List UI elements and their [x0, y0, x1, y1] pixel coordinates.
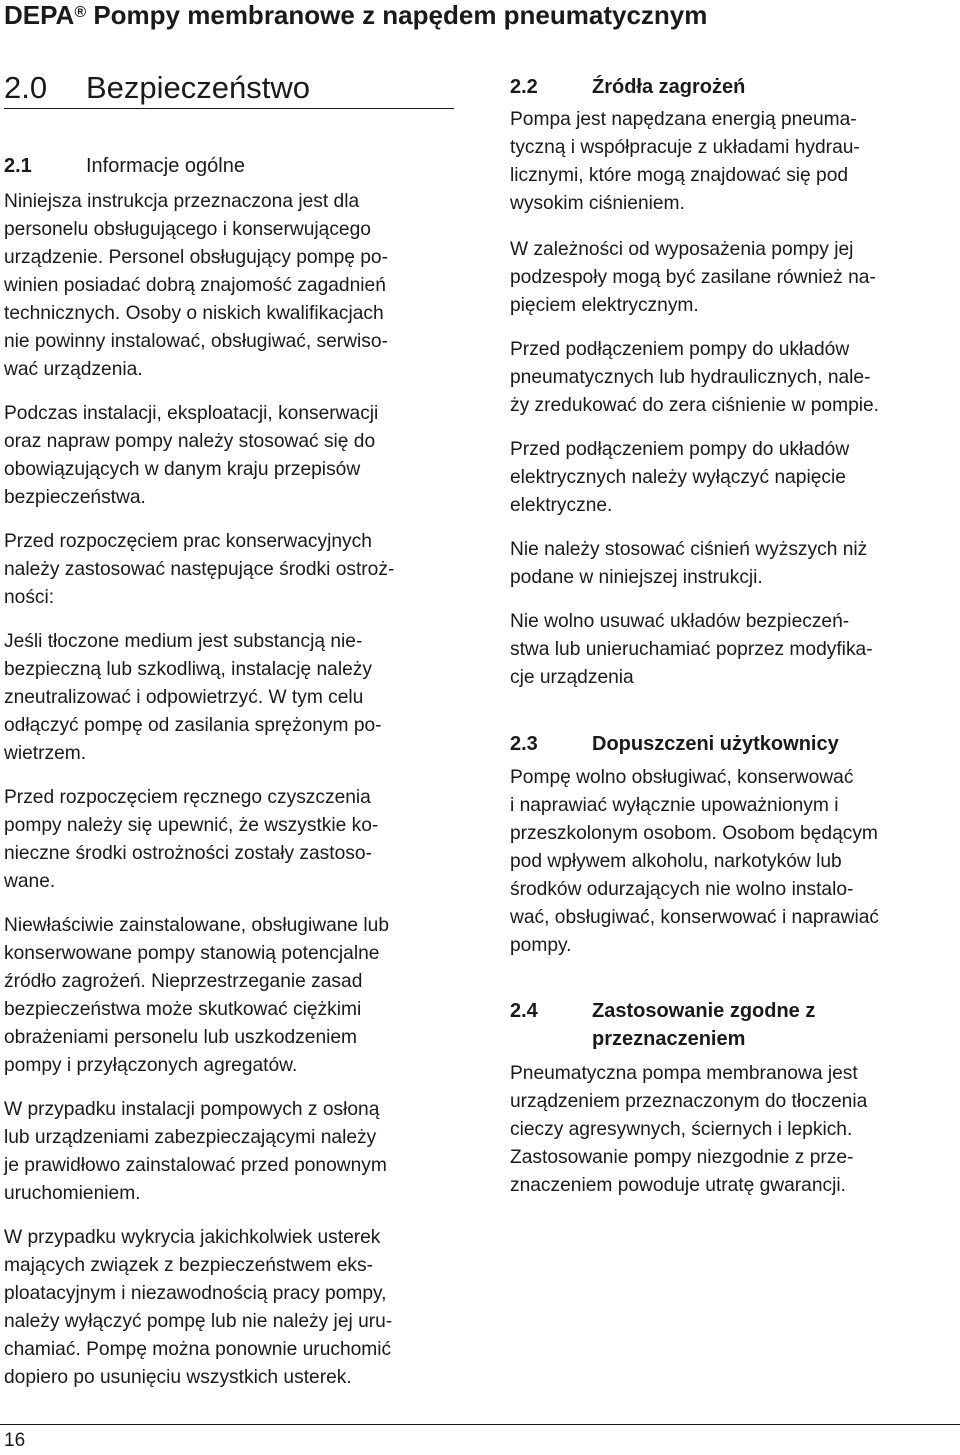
text-line: odłączyć pompę od zasilania sprężonym po-	[4, 715, 382, 736]
text-line: Pompę wolno obsługiwać, konserwować	[510, 767, 854, 788]
subsection-title: Dopuszczeni użytkownicy	[592, 733, 839, 755]
text-line: Niewłaściwie zainstalowane, obsługiwane lub	[4, 915, 390, 936]
text-line: je prawidłowo zainstalować przed ponownym	[4, 1155, 387, 1176]
subsection-heading-2-4	[510, 997, 815, 1053]
paragraph-2-3-1	[510, 764, 879, 960]
text-line: wać, obsługiwać, konserwować i naprawiać	[510, 907, 879, 928]
text-line: uruchomieniem.	[4, 1183, 141, 1204]
text-line: pneumatycznych lub hydraulicznych, nale-	[510, 367, 871, 388]
text-line: wane.	[4, 871, 56, 892]
text-line: Przed podłączeniem pompy do układów	[510, 339, 850, 360]
paragraph-2-2-3	[510, 336, 879, 420]
title-line: Zastosowanie zgodne z	[592, 1000, 816, 1022]
text-line: technicznych. Osoby o niskich kwalifikacjach	[4, 303, 384, 324]
text-line: mających związek z bezpieczeństwem eks-	[4, 1255, 373, 1276]
text-line: Przed rozpoczęciem prac konserwacyjnych	[4, 531, 372, 552]
text-line: środków odurzających nie wolno instalo-	[510, 879, 854, 900]
text-line: elektryczne.	[510, 495, 613, 516]
subsection-title: Informacje ogólne	[86, 155, 245, 177]
paragraph-2-2-1	[510, 106, 860, 218]
text-line: tyczną i współpracuje z układami hydrau-	[510, 137, 860, 158]
subsection-heading-2-1	[4, 152, 245, 180]
text-line: wać urządzenia.	[4, 359, 143, 380]
text-line: urządzeniem przeznaczonym do tłoczenia	[510, 1091, 868, 1112]
text-line: wietrzem.	[4, 743, 87, 764]
text-line: Przed rozpoczęciem ręcznego czyszczenia	[4, 787, 371, 808]
text-line: Przed podłączeniem pompy do układów	[510, 439, 850, 460]
text-line: cje urządzenia	[510, 667, 634, 688]
text-line: wysokim ciśnieniem.	[510, 193, 685, 214]
text-line: pompy.	[510, 935, 572, 956]
text-line: ży zredukować do zera ciśnienie w pompie.	[510, 395, 880, 416]
subsection-number: 2.2	[510, 76, 538, 98]
text-line: pompy i przyłączonych agregatów.	[4, 1055, 298, 1076]
text-line: oraz napraw pompy należy stosować się do	[4, 431, 376, 452]
subsection-heading-2-2	[510, 73, 745, 101]
text-line: należy wyłączyć pompę lub nie należy jej uru-	[4, 1311, 393, 1332]
text-line: znaczeniem powoduje utratę gwarancji.	[510, 1175, 846, 1196]
text-line: elektrycznych należy wyłączyć napięcie	[510, 467, 846, 488]
paragraph-2-1-8	[4, 1224, 392, 1392]
section-title: Bezpieczeństwo	[86, 70, 311, 105]
text-line: Nie należy stosować ciśnień wyższych niż	[510, 539, 868, 560]
paragraph-2-1-6	[4, 912, 389, 1080]
text-line: konserwowane pompy stanowią potencjalne	[4, 943, 380, 964]
text-line: obrażeniami personelu lub uszkodzeniem	[4, 1027, 358, 1048]
paragraph-2-4-1	[510, 1060, 867, 1200]
page-number: 16	[4, 1430, 26, 1451]
title-line: przeznaczeniem	[592, 1028, 746, 1050]
text-line: pod wpływem alkoholu, narkotyków lub	[510, 851, 842, 872]
paragraph-2-1-5	[4, 784, 378, 896]
text-line: pompy należy się upewnić, że wszystkie ko-	[4, 815, 379, 836]
text-line: podzespoły mogą być zasilane również na-	[510, 267, 876, 288]
text-line: personelu obsługującego i konserwującego	[4, 219, 371, 240]
paragraph-2-1-7	[4, 1096, 387, 1208]
text-line: stwa lub unieruchamiać poprzez modyfika-	[510, 639, 873, 660]
text-line: Pneumatyczna pompa membranowa jest	[510, 1063, 858, 1084]
subsection-number: 2.4	[510, 1000, 538, 1022]
subsection-title	[592, 997, 815, 1053]
text-line: dopiero po usunięciu wszystkich usterek.	[4, 1367, 352, 1388]
text-line: cieczy agresywnych, ściernych i lepkich.	[510, 1119, 853, 1140]
paragraph-2-1-2	[4, 400, 378, 512]
paragraph-2-1-1	[4, 188, 388, 384]
text-line: urządzenie. Personel obsługujący pompę po-	[4, 247, 388, 268]
text-line: W przypadku instalacji pompowych z osłoną	[4, 1099, 380, 1120]
text-line: nie powinny instalować, obsługiwać, serwiso-	[4, 331, 388, 352]
text-line: winien posiadać dobrą znajomość zagadnień	[4, 275, 386, 296]
text-line: bezpieczną lub szkodliwą, instalację należy	[4, 659, 372, 680]
text-line: lub urządzeniami zabezpieczającymi należy	[4, 1127, 377, 1148]
text-line: W przypadku wykrycia jakichkolwiek usterek	[4, 1227, 381, 1248]
text-line: Jeśli tłoczone medium jest substancją nie-	[4, 631, 363, 652]
text-line: obowiązujących w danym kraju przepisów	[4, 459, 361, 480]
text-line: Podczas instalacji, eksploatacji, konserwacji	[4, 403, 379, 424]
document-header-title	[4, 0, 707, 30]
header-title-text: Pompy membranowe z napędem pneumatycznym	[86, 0, 708, 30]
text-line: Pompa jest napędzana energią pneuma-	[510, 109, 857, 130]
text-line: chamiać. Pompę można ponownie uruchomić	[4, 1339, 392, 1360]
text-line: Zastosowanie pompy niezgodnie z prze-	[510, 1147, 854, 1168]
subsection-heading-2-3	[510, 730, 839, 758]
paragraph-2-2-4	[510, 436, 849, 520]
paragraph-2-2-5	[510, 536, 867, 592]
section-heading-2-0	[4, 68, 454, 109]
text-line: bezpieczeństwa może skutkować ciężkimi	[4, 999, 362, 1020]
registered-trademark-mark: ®	[74, 4, 87, 21]
text-line: podane w niniejszej instrukcji.	[510, 567, 763, 588]
text-line: W zależności od wyposażenia pompy jej	[510, 239, 854, 260]
text-line: ploatacyjnym i niezawodnością pracy pompy,	[4, 1283, 387, 1304]
text-line: i naprawiać wyłącznie upoważnionym i	[510, 795, 839, 816]
paragraph-2-1-4	[4, 628, 382, 768]
text-line: pięciem elektrycznym.	[510, 295, 699, 316]
section-number: 2.0	[4, 70, 48, 105]
text-line: należy zastosować następujące środki ostroż-	[4, 559, 395, 580]
subsection-number: 2.3	[510, 733, 538, 755]
text-line: ności:	[4, 587, 55, 608]
text-line: Niniejsza instrukcja przeznaczona jest dla	[4, 191, 360, 212]
paragraph-2-2-6	[510, 608, 873, 692]
text-line: nieczne środki ostrożności zostały zastoso-	[4, 843, 372, 864]
text-line: przeszkolonym osobom. Osobom będącym	[510, 823, 878, 844]
text-line: licznymi, które mogą znajdować się pod	[510, 165, 849, 186]
paragraph-2-2-2	[510, 236, 876, 320]
text-line: źródło zagrożeń. Nieprzestrzeganie zasad	[4, 971, 363, 992]
subsection-number: 2.1	[4, 155, 32, 177]
brand-name: DEPA	[4, 0, 75, 30]
footer-divider	[0, 1424, 960, 1425]
text-line: zneutralizować i odpowietrzyć. W tym celu	[4, 687, 364, 708]
text-line: bezpieczeństwa.	[4, 487, 146, 508]
paragraph-2-1-3	[4, 528, 394, 612]
text-line: Nie wolno usuwać układów bezpieczeń-	[510, 611, 850, 632]
subsection-title: Źródła zagrożeń	[592, 76, 746, 98]
